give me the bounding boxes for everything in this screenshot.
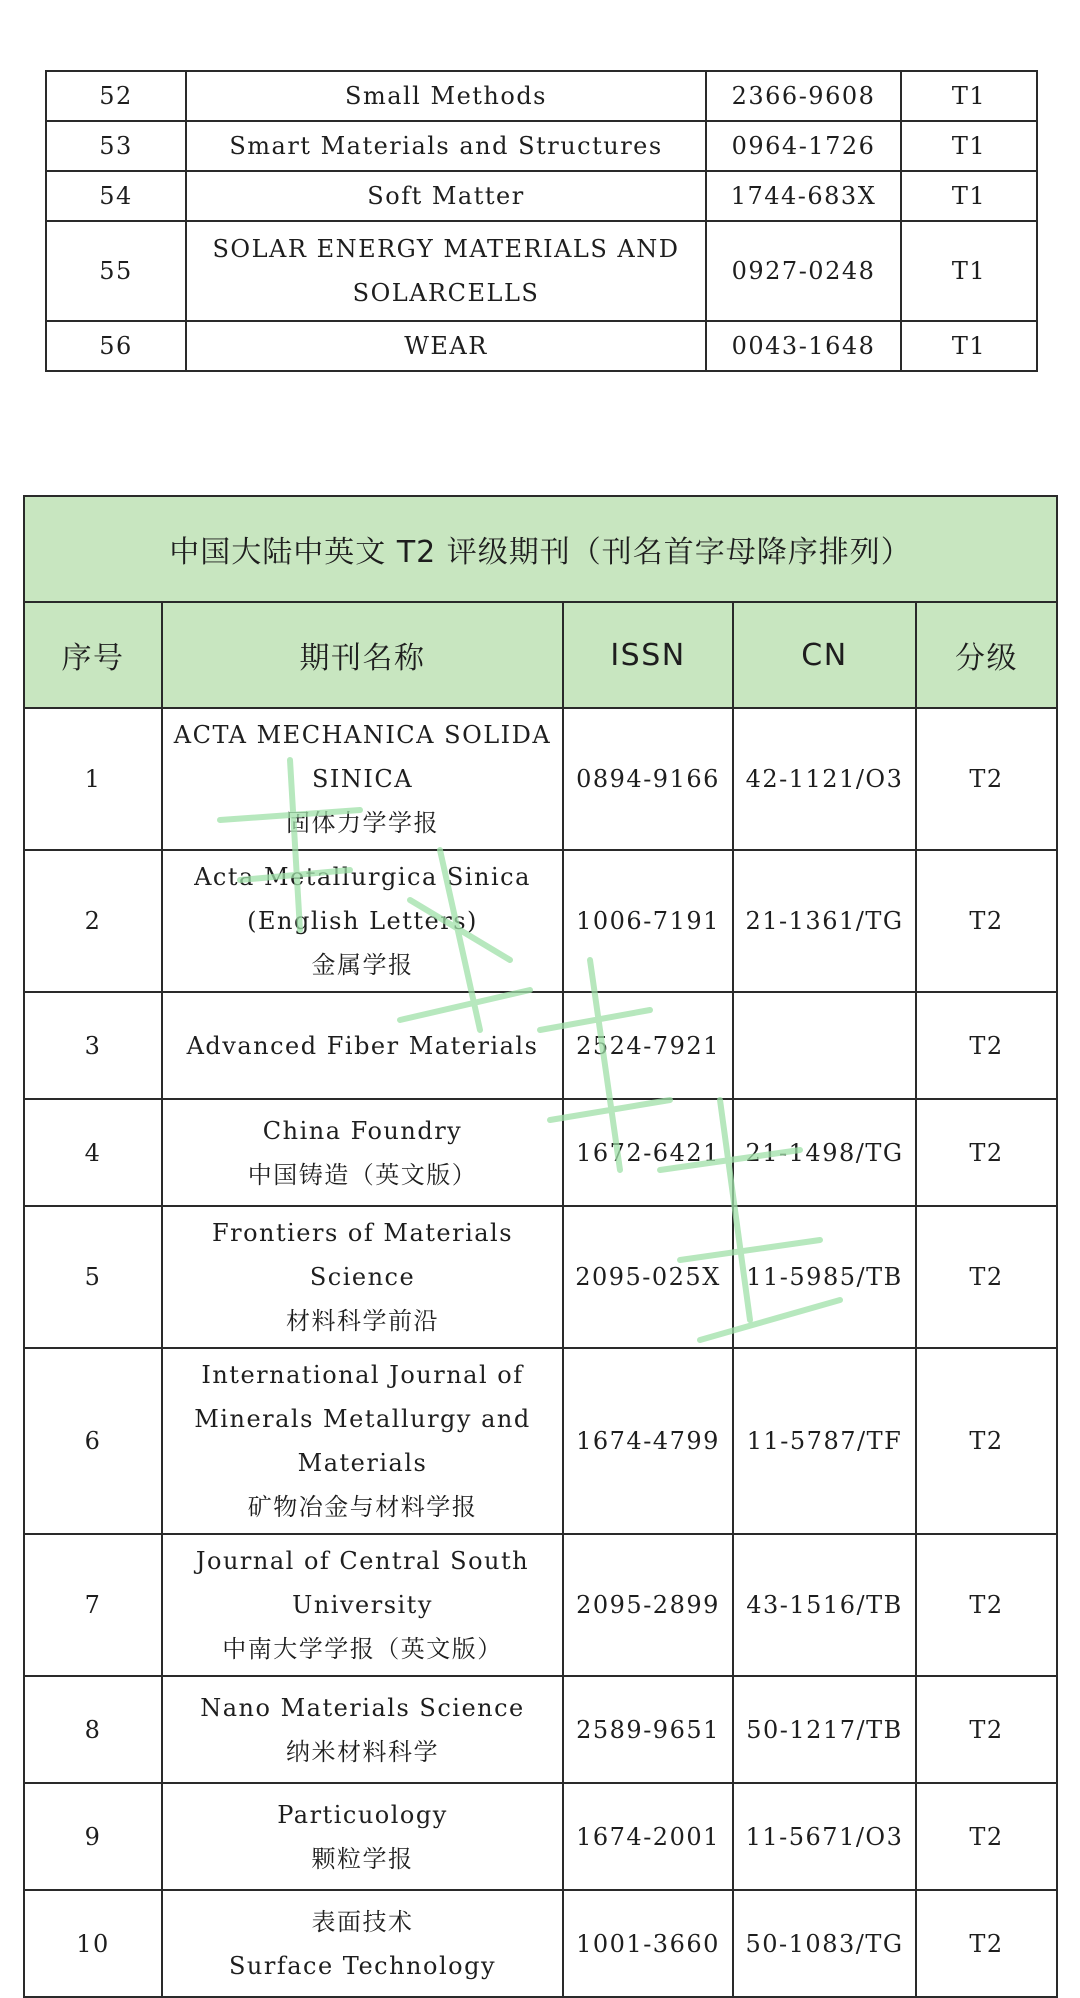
grade-cell: T2	[916, 992, 1057, 1099]
table-title-row	[24, 496, 1057, 602]
journal-name-line: 表面技术	[311, 1907, 414, 1936]
header-issn: ISSN	[563, 602, 733, 708]
journal-name-line: WEAR	[404, 332, 488, 360]
journal-name-cell	[162, 1099, 563, 1206]
row-number: 8	[24, 1676, 162, 1783]
row-number: 52	[46, 71, 186, 121]
grade-cell: T1	[901, 71, 1037, 121]
journal-name-line: 矿物冶金与材料学报	[247, 1493, 478, 1521]
table-row	[46, 71, 1037, 121]
journal-name-cell	[162, 708, 563, 850]
header-grade: 分级	[916, 602, 1057, 708]
grade-cell: T2	[916, 1206, 1057, 1348]
row-number: 56	[46, 321, 186, 371]
issn-cell: 0894-9166	[563, 708, 733, 850]
header-cn: CN	[733, 602, 916, 708]
journal-name-line: Minerals Metallurgy and	[194, 1405, 531, 1433]
journal-name-cell	[162, 1348, 563, 1534]
grade-cell: T2	[916, 708, 1057, 850]
journal-name-line: Materials	[297, 1449, 428, 1477]
issn-cell: 0043-1648	[706, 321, 901, 371]
table-title: 中国大陆中英文 T2 评级期刊（刊名首字母降序排列）	[24, 496, 1057, 602]
row-number: 6	[24, 1348, 162, 1534]
journal-name-line: 固体力学学报	[286, 809, 439, 837]
issn-cell: 2095-025X	[563, 1206, 733, 1348]
journal-name-line: CELLS	[447, 279, 540, 307]
cn-cell: 50-1083/TG	[733, 1890, 916, 1997]
row-number: 4	[24, 1099, 162, 1206]
grade-cell: T1	[901, 171, 1037, 221]
row-number: 3	[24, 992, 162, 1099]
journal-name-line: 中南大学学报（英文版）	[222, 1635, 503, 1663]
cn-cell: 11-5671/O3	[733, 1783, 916, 1890]
table-row	[24, 1206, 1057, 1348]
journal-name-cell	[186, 221, 706, 321]
journal-name-line: Soft Matter	[367, 182, 525, 210]
journal-name-line: Advanced Fiber Materials	[186, 1031, 539, 1060]
grade-cell: T2	[916, 1534, 1057, 1676]
cn-cell: 43-1516/TB	[733, 1534, 916, 1676]
journal-name-line: Science	[309, 1263, 416, 1291]
table-row	[24, 1676, 1057, 1783]
t2-journal-table	[23, 495, 1058, 1998]
table-row	[46, 171, 1037, 221]
table-row	[24, 992, 1057, 1099]
journal-name-line: 颗粒学报	[311, 1844, 414, 1873]
journal-name-line: SINICA	[311, 765, 414, 793]
journal-name-line: ACTA MECHANICA SOLIDA	[173, 721, 552, 749]
journal-name-line: 纳米材料科学	[286, 1737, 439, 1766]
table-row	[24, 1099, 1057, 1206]
table-row	[24, 1890, 1057, 1997]
journal-name-line: Nano Materials Science	[200, 1693, 525, 1722]
issn-cell: 1672-6421	[563, 1099, 733, 1206]
journal-name-line: Journal of Central South	[195, 1547, 530, 1575]
table-row	[24, 1783, 1057, 1890]
row-number: 5	[24, 1206, 162, 1348]
issn-cell: 2095-2899	[563, 1534, 733, 1676]
journal-name-cell	[162, 1206, 563, 1348]
row-number: 7	[24, 1534, 162, 1676]
t1-table-body	[46, 71, 1037, 371]
journal-name-cell	[162, 1890, 563, 1997]
journal-name-line: Particuology	[277, 1800, 448, 1829]
cn-cell: 11-5787/TF	[733, 1348, 916, 1534]
row-number: 9	[24, 1783, 162, 1890]
journal-name-line: China Foundry	[262, 1116, 463, 1145]
grade-cell: T1	[901, 221, 1037, 321]
journal-name-line: Smart Materials and Structures	[229, 132, 663, 160]
journal-name-cell	[186, 71, 706, 121]
table-row	[46, 121, 1037, 171]
journal-name-line: 中国铸造（英文版）	[247, 1160, 478, 1189]
journal-name-line: Surface Technology	[228, 1951, 497, 1980]
cn-cell: 21-1361/TG	[733, 850, 916, 992]
journal-name-line: Acta Metallurgica Sinica	[194, 863, 531, 891]
journal-name-line: International Journal of	[201, 1361, 524, 1389]
journal-name-cell	[162, 1676, 563, 1783]
table-row	[24, 708, 1057, 850]
table-row	[24, 850, 1057, 992]
cn-cell: 50-1217/TB	[733, 1676, 916, 1783]
journal-name-cell	[186, 321, 706, 371]
journal-name-cell	[162, 850, 563, 992]
table-row	[24, 1534, 1057, 1676]
journal-name-cell	[162, 1783, 563, 1890]
grade-cell: T2	[916, 1783, 1057, 1890]
header-no: 序号	[24, 602, 162, 708]
issn-cell: 1001-3660	[563, 1890, 733, 1997]
cn-cell: 21-1498/TG	[733, 1099, 916, 1206]
row-number: 54	[46, 171, 186, 221]
issn-cell: 1744-683X	[706, 171, 901, 221]
journal-name-line: Frontiers of Materials	[211, 1219, 514, 1247]
table-row	[46, 221, 1037, 321]
journal-name-cell	[162, 992, 563, 1099]
header-name: 期刊名称	[162, 602, 563, 708]
grade-cell: T2	[916, 1099, 1057, 1206]
row-number: 10	[24, 1890, 162, 1997]
issn-cell: 0927-0248	[706, 221, 901, 321]
table-row	[24, 1348, 1057, 1534]
header-row	[24, 602, 1057, 708]
t2-table-body	[24, 496, 1057, 1997]
issn-cell: 2589-9651	[563, 1676, 733, 1783]
journal-name-cell	[186, 121, 706, 171]
row-number: 55	[46, 221, 186, 321]
grade-cell: T2	[916, 850, 1057, 992]
issn-cell: 1006-7191	[563, 850, 733, 992]
journal-name-line: 材料科学前沿	[286, 1307, 439, 1335]
issn-cell: 2524-7921	[563, 992, 733, 1099]
journal-name-line: (English Letters)	[247, 907, 478, 935]
journal-name-line: 金属学报	[311, 951, 414, 979]
grade-cell: T1	[901, 321, 1037, 371]
row-number: 2	[24, 850, 162, 992]
issn-cell: 1674-4799	[563, 1348, 733, 1534]
issn-cell: 0964-1726	[706, 121, 901, 171]
issn-cell: 2366-9608	[706, 71, 901, 121]
journal-name-line: Small Methods	[345, 82, 547, 110]
table-row	[46, 321, 1037, 371]
journal-name-cell	[186, 171, 706, 221]
journal-name-line: University	[292, 1591, 433, 1619]
grade-cell: T1	[901, 121, 1037, 171]
cn-cell	[733, 992, 916, 1099]
cn-cell: 42-1121/O3	[733, 708, 916, 850]
grade-cell: T2	[916, 1348, 1057, 1534]
row-number: 53	[46, 121, 186, 171]
t1-continuation-table	[45, 70, 1038, 372]
row-number: 1	[24, 708, 162, 850]
cn-cell: 11-5985/TB	[733, 1206, 916, 1348]
journal-name-cell	[162, 1534, 563, 1676]
journal-name-line: SOLAR ENERGY MATERIALS AND SOLAR	[212, 235, 680, 307]
issn-cell: 1674-2001	[563, 1783, 733, 1890]
grade-cell: T2	[916, 1890, 1057, 1997]
grade-cell: T2	[916, 1676, 1057, 1783]
